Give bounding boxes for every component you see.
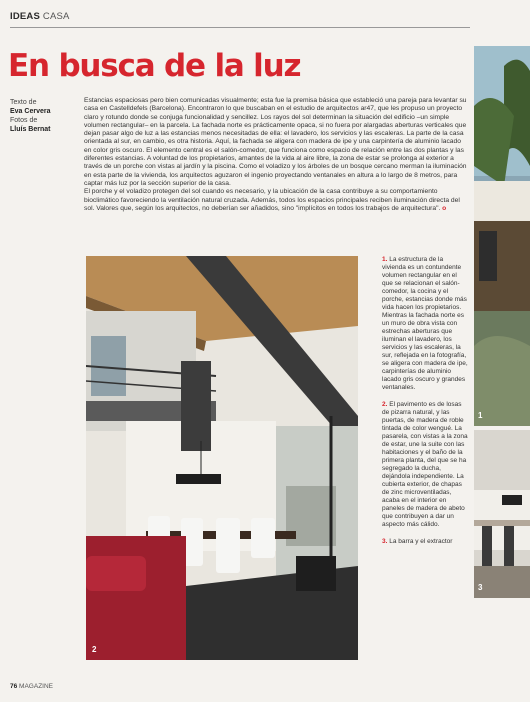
photo-number-2: 2 (92, 645, 97, 654)
caption-3-text: La barra y el extractor (389, 538, 453, 545)
caption-3 (382, 538, 468, 546)
caption-1 (382, 256, 468, 392)
caption-2 (382, 401, 468, 529)
caption-2-number: 2. (382, 401, 388, 408)
page-number: 76 (10, 683, 18, 690)
intro-text (84, 97, 468, 213)
kitchen-photo (474, 430, 530, 598)
exterior-illustration (474, 46, 530, 426)
article-title: En busca de la luz (8, 48, 301, 84)
exterior-photo (474, 46, 530, 426)
photo-credit-author: Lluís Bernat (10, 126, 51, 133)
credits (10, 98, 80, 134)
living-room-photo (86, 256, 358, 660)
section-tag (10, 11, 70, 22)
photo-number-3: 3 (478, 583, 483, 592)
kitchen-illustration (474, 430, 530, 598)
intro-paragraph-2 (84, 188, 468, 213)
text-credit-label: Texto de (10, 99, 37, 106)
magazine-label: MAGAZINE (19, 683, 53, 690)
photo-credit-label: Fotos de (10, 117, 38, 124)
section-label: IDEAS (10, 11, 41, 22)
caption-2-text: El pavimento es de losas de pizarra natural, y las puertas, de madera de roble tintada de color wengué. La pasarela, con vistas a la zona de estar, une la suite con las habitaciones y el baño de la primera planta, del que se ha segregado la ducha, dejándola independiente. La cubierta exterior, de chapas de zinc microventiladas, acaba en el interior en paneles de madera de abeto que contribuyen a dar un aspecto más cálido. (382, 401, 468, 528)
subsection-label: CASA (42, 11, 70, 22)
intro-paragraph-1: Estancias espaciosas pero bien comunicadas visualmente; esta fue la premisa básica que estableció una pareja para levantar su casa en Castelldefels (Barcelona). Encontraron lo que buscaban en el estudio de arquitectos ar47, que les propuso un proyecto claro y rotundo donde se conjuga funcionalidad y sencillez. Los rayos del sol determinan la situación del edificio –un simple volumen rectangular– en la parcela. La fachada norte es prácticamente opaca, si no fuera por alargadas aberturas verticales que dejan pasar algo de luz a las estancias menos necesitadas de ella: el lavadero, los servicios y las escaleras. La parte de la casa orientada al sur, en cambio, es otra historia. Aquí, la fachada se aligera con madera de ipe y una carpintería de aluminio lacado en color gris oscuro. El elemento central es el salón-comedor, que funciona como espacio de relación entre las dos plantas y las diferentes estancias. A voluntad de los propietarios, amantes de la vida al aire libre, la zona de estar se prolonga al exterior a través de un porche con vistas al jardín y la piscina. Como el voladizo y los árboles de un bosque cercano merman la iluminación en esta parte de la vivienda, los arquitectos aguzaron el ingenio proyectando ventanales en altura a lo largo de 8 metros, para captar más luz por la sección superior de la casa. (84, 97, 467, 187)
photo-captions (382, 256, 468, 555)
intro-paragraph-2-text: El porche y el voladizo protegen del sol cuando es necesario, y la ubicación de la casa contribuye a su comportamiento bioclimático favoreciendo la ventilación natural cruzada. Además, todos los espacios principales reciben iluminación directa del sol. Valores que, según los arquitectos, no deberían ser añadidos, sino "implícitos en todos los trabajos de arquitectura". (84, 188, 460, 212)
page-footer (10, 683, 53, 690)
header-rule (10, 27, 470, 28)
text-credit-author: Eva Cervera (10, 108, 51, 115)
caption-3-number: 3. (382, 538, 388, 545)
end-mark: o (442, 204, 447, 212)
photo-number-1: 1 (478, 411, 483, 420)
caption-1-number: 1. (382, 256, 388, 263)
living-room-illustration (86, 256, 358, 660)
caption-1-text: La estructura de la vivienda es un contundente volumen rectangular en el que se relacionan el salón-comedor, la cocina y el porche, estancias donde más vida hacen los propietarios. Mientras la fachada norte es un muro de obra vista con estrechas aberturas que iluminan el lavadero, los servicios y las escaleras, la sur, reflejada en la fotografía, se aligera con madera de ipe, carpinterías de aluminio lacado gris oscuro y grandes ventanales. (382, 256, 468, 391)
